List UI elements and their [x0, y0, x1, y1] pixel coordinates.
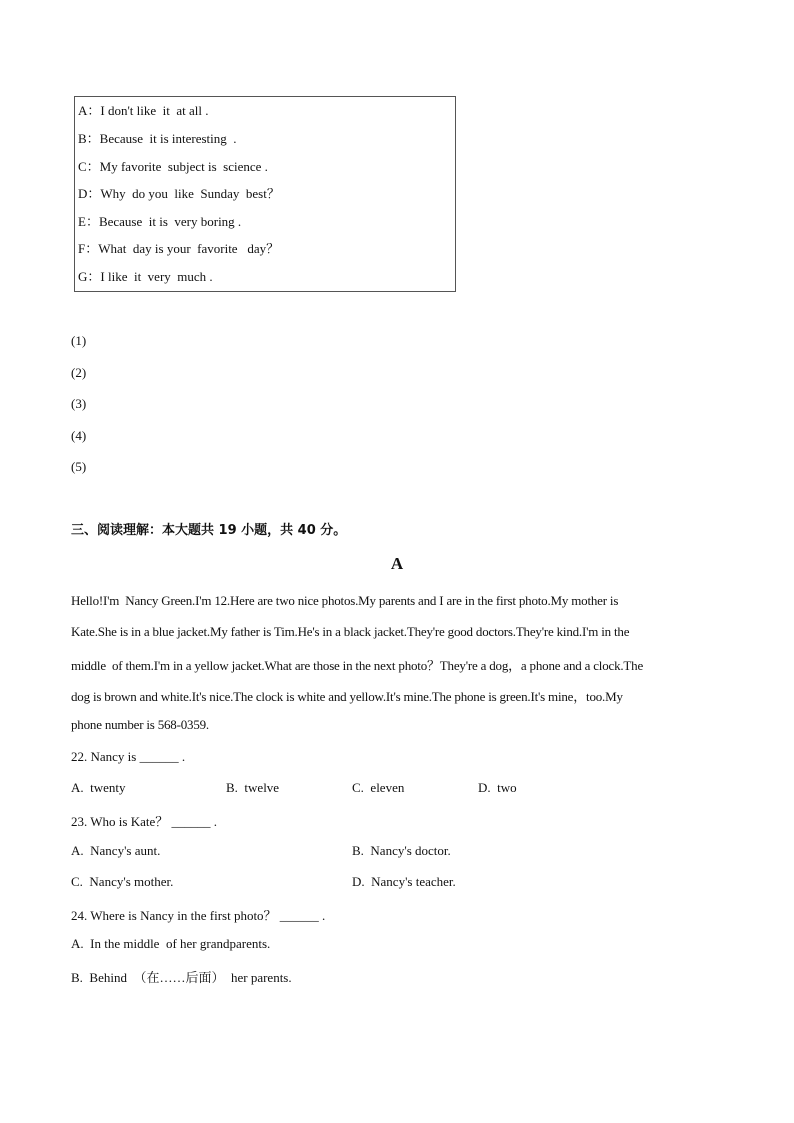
question-22-option-a: A. twenty [71, 780, 126, 795]
passage-title: A [390, 554, 404, 573]
option-a: A：I don't like it at all . [78, 103, 209, 118]
question-23-stem: 23. Who is Kate？ ______ . [71, 814, 217, 829]
question-22-option-c: C. eleven [352, 780, 405, 795]
answer-blank-3: (3) [71, 396, 87, 411]
question-24-stem: 24. Where is Nancy in the first photo？ ______ . [71, 908, 326, 923]
passage-line: Hello!I'm Nancy Green.I'm 12.Here are two nice photos.My parents and I are in the first photo.My mother is [71, 593, 619, 608]
answer-blank-1: (1) [71, 333, 87, 348]
options-box [74, 96, 456, 292]
passage-line: dog is brown and white.It's nice.The clock is white and yellow.It's mine.The phone is green.It's mine，too.My [71, 689, 623, 704]
option-g: G：I like it very much . [78, 269, 213, 284]
passage-line: phone number is 568-0359. [71, 717, 209, 732]
option-c: C：My favorite subject is science . [78, 159, 268, 174]
question-24-option-b: B. Behind （在……后面） her parents. [71, 970, 292, 985]
option-f: F：What day is your favorite day？ [78, 241, 280, 256]
option-b: B：Because it is interesting . [78, 131, 237, 146]
option-d: D：Why do you like Sunday best？ [78, 186, 280, 201]
answer-blank-4: (4) [71, 428, 87, 443]
question-23-option-c: C. Nancy's mother. [71, 874, 174, 889]
passage-line: middle of them.I'm in a yellow jacket.What are those in the next photo？They're a dog，a phone and a clock.The [71, 658, 644, 673]
question-23-option-a: A. Nancy's aunt. [71, 843, 161, 858]
question-23-option-b: B. Nancy's doctor. [352, 843, 451, 858]
question-22-stem: 22. Nancy is ______ . [71, 749, 186, 764]
answer-blank-5: (5) [71, 459, 87, 474]
section-title: 三、阅读理解：本大题共 19 小题，共 40 分。 [71, 523, 347, 538]
passage-line: Kate.She is in a blue jacket.My father is Tim.He's in a black jacket.They're good doctors.They're kind.I'm in the [71, 624, 630, 639]
question-23-option-d: D. Nancy's teacher. [352, 874, 456, 889]
question-22-option-d: D. two [478, 780, 517, 795]
question-22-option-b: B. twelve [226, 780, 280, 795]
question-24-option-a: A. In the middle of her grandparents. [71, 936, 271, 951]
answer-blank-2: (2) [71, 365, 87, 380]
option-e: E：Because it is very boring . [78, 214, 242, 229]
